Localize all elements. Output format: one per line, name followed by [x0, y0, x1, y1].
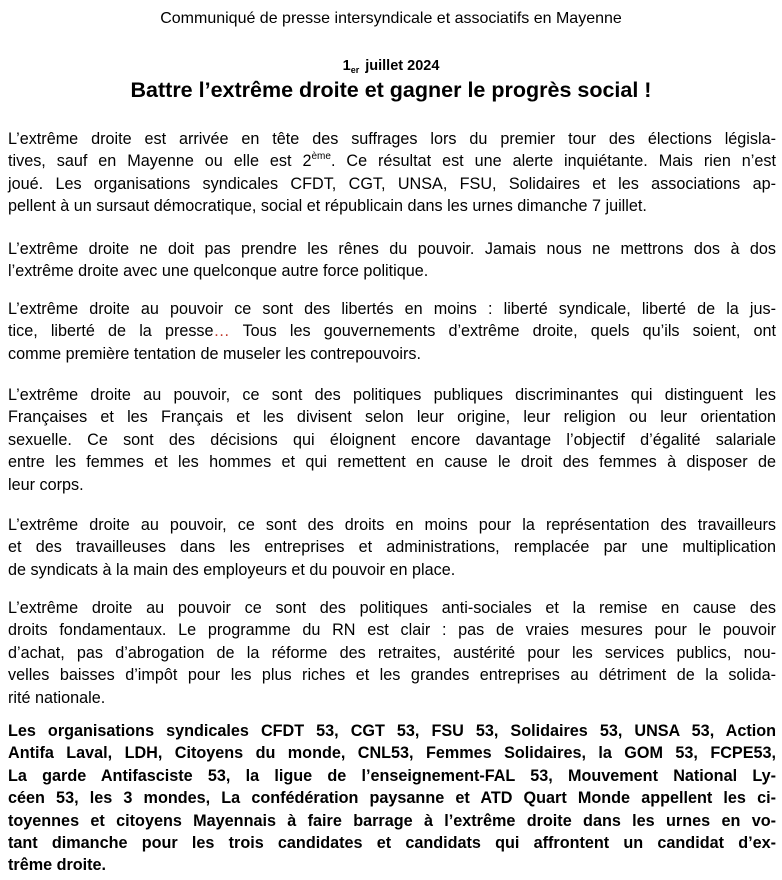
paragraph-line: céen 53, les 3 mondes, La confédération paysanne et ATD Quart Monde appellent les ci-	[8, 789, 776, 808]
paragraph-line: de syndicats à la main des employeurs et du pouvoir en place.	[8, 560, 456, 579]
paragraph-line	[8, 320, 776, 342]
paragraph-line: L’extrême droite est arrivée en tête des suffrages lors du premier tour des élections législa-	[8, 130, 776, 148]
paragraph-line: trême droite.	[8, 856, 107, 875]
paragraph-line: L’extrême droite au pouvoir, ce sont des droits en moins pour la représentation des travailleurs	[8, 516, 776, 534]
paragraph-4	[8, 384, 776, 496]
text-fragment: tives, sauf en Mayenne ou elle est 2	[8, 152, 312, 171]
text-fragment: Tous les gouvernements d’extrême droite, quels qu’ils soient, ont	[229, 322, 776, 341]
document-header: Communiqué de presse intersyndicale et associatifs en Mayenne	[160, 10, 622, 27]
paragraph-line: leur corps.	[8, 475, 84, 494]
paragraph-6	[8, 597, 776, 709]
paragraph-line: L’extrême droite au pouvoir, ce sont des politiques publiques discriminantes qui distinguent les	[8, 386, 776, 404]
paragraph-3	[8, 298, 776, 365]
paragraph-line: entre les femmes et les hommes et qui remettent en cause le droit des femmes à disposer de	[8, 453, 776, 472]
paragraph-line: La garde Antifasciste 53, la ligue de l’enseignement-FAL 53, Mouvement National Ly-	[8, 766, 776, 785]
paragraph-line: et des travailleuses dans les entreprises et administrations, remplacée par une multiplication	[8, 538, 776, 557]
ellipsis-mark: …	[213, 322, 230, 341]
paragraph-line: toyennes et citoyens Mayennais à faire barrage à l’extrême droite dans les urnes en vo-	[8, 811, 776, 830]
paragraph-line: pellent à un sursaut démocratique, social et républicain dans les urnes dimanche 7 juillet.	[8, 197, 647, 216]
paragraph-line	[8, 150, 776, 172]
paragraph-line: L’extrême droite au pouvoir ce sont des politiques anti-sociales et la remise en cause des	[8, 599, 776, 617]
text-fragment: . Ce résultat est une alerte inquiétante. Mais rien n’est	[330, 152, 776, 171]
text-fragment: tice, liberté de la presse	[8, 322, 214, 341]
paragraph-line: sexuelle. Ce sont des décisions qui éloignent encore davantage l’objectif d’égalité salariale	[8, 430, 776, 449]
paragraph-line: joué. Les organisations syndicales CFDT, CGT, UNSA, FSU, Solidaires et les associations ap-	[8, 174, 776, 193]
date-day: 1	[342, 58, 351, 74]
paragraph-2	[8, 238, 776, 283]
paragraph-line: rité nationale.	[8, 688, 106, 707]
paragraph-line: L’extrême droite au pouvoir ce sont des libertés en moins : liberté syndicale, liberté de la jus-	[8, 300, 776, 318]
paragraph-line: droits fondamentaux. Le programme du RN est clair : pas de vraies mesures pour le pouvoir	[8, 621, 776, 640]
paragraph-line: d’achat, pas d’abrogation de la réforme des retraites, austérité pour les services publics, nou-	[8, 643, 776, 662]
paragraph-line: l’extrême droite avec une quelconque autre force politique.	[8, 262, 429, 281]
paragraph-line: Françaises et les Français et les divisent selon leur origine, leur religion ou leur orientation	[8, 408, 776, 427]
paragraph-line: velles baisses d’impôt pour les plus riches et les grandes entreprises au détriment de la solida-	[8, 666, 776, 685]
paragraph-line: tant dimanche pour les trois candidates et candidats qui affrontent un candidat d’ex-	[8, 834, 776, 853]
paragraph-line: L’extrême droite ne doit pas prendre les rênes du pouvoir. Jamais nous ne mettrons dos à dos	[8, 240, 776, 258]
paragraph-line: comme première tentation de museler les contrepouvoirs.	[8, 344, 421, 363]
paragraph-line: Antifa Laval, LDH, Citoyens du monde, CNL53, Femmes Solidaires, la GOM 53, FCPE53,	[8, 744, 776, 763]
document-date	[0, 56, 782, 77]
ordinal-superscript: ème	[311, 151, 331, 163]
date-ordinal-suffix: er	[350, 65, 360, 75]
document-headline: Battre l’extrême droite et gagner le progrès social !	[130, 78, 652, 102]
paragraph-5	[8, 514, 776, 581]
paragraph-line: Les organisations syndicales CFDT 53, CGT 53, FSU 53, Solidaires 53, UNSA 53, Action	[8, 722, 776, 740]
paragraph-1	[8, 128, 776, 218]
date-month-year: juillet 2024	[361, 58, 440, 74]
paragraph-7-signatories	[8, 720, 776, 877]
